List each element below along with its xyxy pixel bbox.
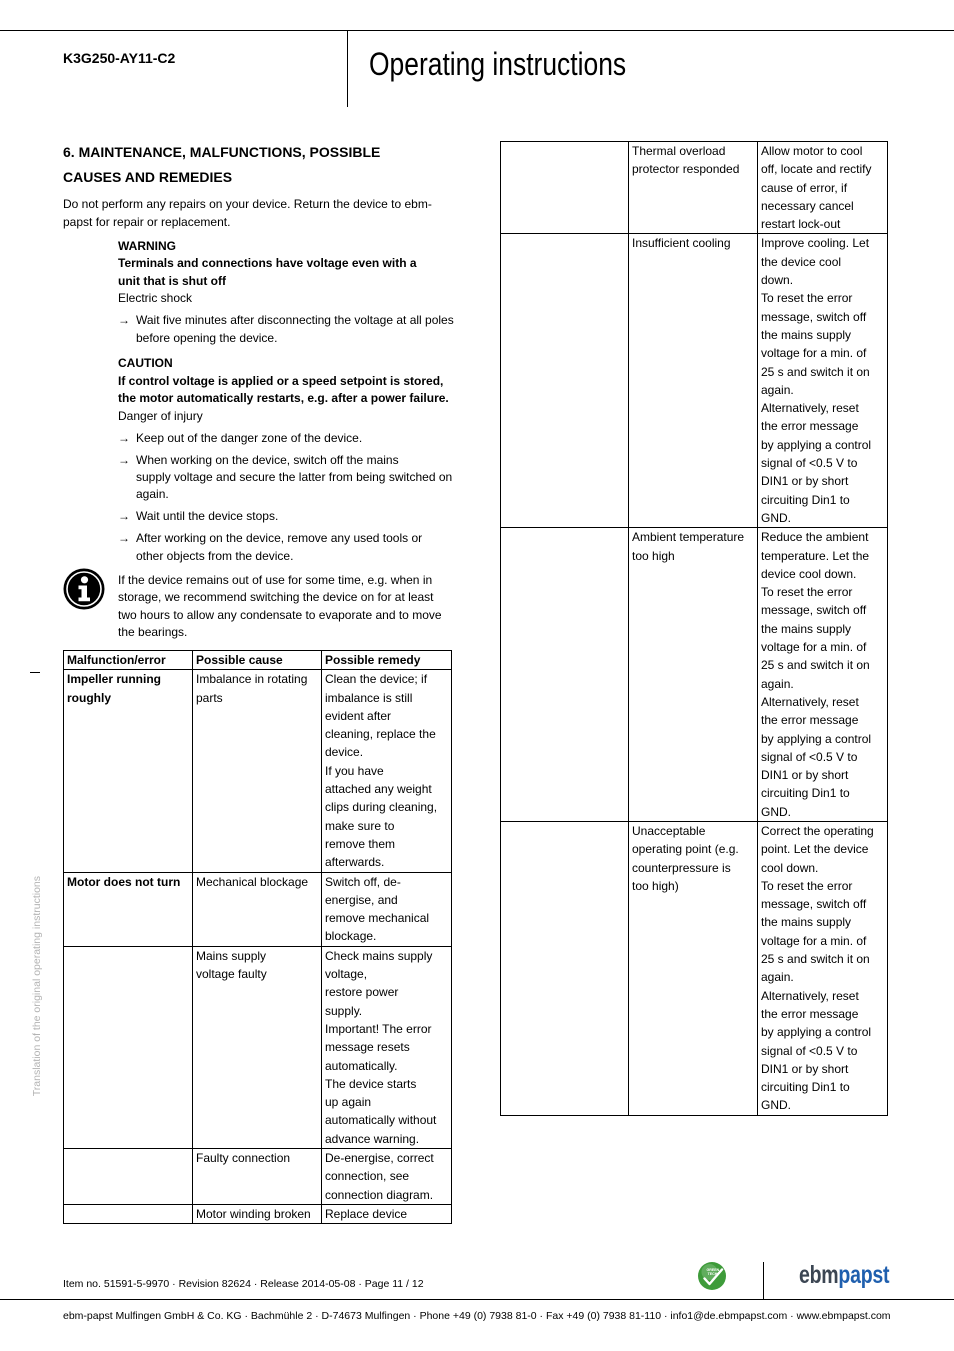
table-row — [64, 1204, 452, 1223]
translation-side-note: Translation of the original operating instructions — [31, 876, 43, 1097]
arrow-bullet-icon: → — [118, 313, 130, 328]
cell-malfunction-empty — [64, 1149, 193, 1205]
cell-malfunction-empty — [501, 142, 629, 234]
green-tech-text-line1: GREEN — [706, 1268, 720, 1273]
action-text: Wait until the device stops. — [136, 509, 279, 524]
caution-action — [118, 530, 463, 565]
document-title: Operating instructions — [369, 46, 627, 82]
arrow-bullet-icon: → — [118, 509, 130, 524]
company-info: ebm-papst Mulfingen GmbH & Co. KG · Bachmühle 2 · D-74673 Mulfingen · Phone +49 (0) 7938 81-0 · Fax +49 (0) 7938 81-110 · info1@de.ebmpapst.com · www.ebmpapst.com — [63, 1310, 891, 1322]
caution-block — [118, 355, 463, 565]
table-row — [64, 872, 452, 946]
info-icon — [63, 568, 105, 610]
arrow-bullet-icon: → — [118, 531, 130, 546]
column-header-remedy: Possible remedy — [322, 651, 452, 670]
document-info: Item no. 51591-5-9970 · Revision 82624 · Release 2014-05-08 · Page 11 / 12 — [63, 1278, 424, 1290]
malfunction-table-part-2 — [500, 141, 888, 1116]
action-text: Keep out of the danger zone of the device. — [136, 430, 363, 445]
header-divider — [347, 30, 348, 107]
table-row — [64, 1149, 452, 1205]
green-tech-text-line2: TECH — [707, 1272, 718, 1277]
intro-paragraph: Do not perform any repairs on your device. Return the device to ebm- papst for repair or replacement. — [63, 197, 432, 229]
cell-malfunction-empty — [501, 821, 629, 1115]
warning-action — [118, 312, 463, 347]
cell-cause: Unacceptable operating point (e.g. counterpressure is too high) — [629, 821, 758, 1115]
caution-statement: If control voltage is applied or a speed setpoint is stored, the motor automatically restarts, e.g. after a power failure. — [118, 373, 449, 406]
table-row — [501, 234, 888, 528]
cell-malfunction-empty — [64, 946, 193, 1148]
cell-remedy: Replace device — [322, 1204, 452, 1223]
cell-malfunction-empty — [64, 1204, 193, 1223]
caution-action — [118, 508, 463, 525]
warning-hazard: Electric shock — [118, 291, 193, 306]
safety-notices — [118, 238, 463, 565]
cell-malfunction-empty — [501, 234, 629, 528]
cell-remedy: Check mains supply voltage, restore power supply. Important! The error message resets automatically. The device starts up again automatically without advance warning. — [322, 946, 452, 1148]
cell-cause: Thermal overload protector responded — [629, 142, 758, 234]
caution-action — [118, 452, 463, 504]
cell-malfunction: Impeller running roughly — [64, 670, 193, 872]
arrow-bullet-icon: → — [118, 452, 130, 467]
model-number: K3G250-AY11-C2 — [63, 50, 176, 66]
cell-remedy: Clean the device; if imbalance is still evident after cleaning, replace the device. If you have attached any weight clips during cleaning, make sure to remove them afterwards. — [322, 670, 452, 872]
ebmpapst-logo — [799, 1261, 889, 1289]
cell-cause: Mains supply voltage faulty — [193, 946, 322, 1148]
arrow-bullet-icon: → — [118, 430, 130, 445]
warning-label: WARNING — [118, 239, 176, 253]
cell-remedy: Reduce the ambient temperature. Let the device cool down. To reset the error message, switch off the mains supply voltage for a min. of 25 s and switch it on again. Alternatively, reset the error message by applying a control signal of <0.5 V to DIN1 or by short circuiting Din1 to GND. — [758, 528, 888, 822]
table-row — [501, 528, 888, 822]
action-text: Wait five minutes after disconnecting the voltage at all poles before opening the device. — [136, 313, 454, 345]
header-rule — [0, 30, 954, 31]
warning-block — [118, 238, 463, 347]
logo-text-papst: papst — [838, 1261, 890, 1289]
cell-cause: Motor winding broken — [193, 1204, 322, 1223]
cell-cause: Ambient temperature too high — [629, 528, 758, 822]
table-row — [64, 946, 452, 1148]
logo-divider — [763, 1262, 764, 1300]
caution-action — [118, 430, 463, 447]
action-text: After working on the device, remove any used tools or other objects from the device. — [136, 531, 423, 563]
cell-cause: Faulty connection — [193, 1149, 322, 1205]
info-note: If the device remains out of use for some time, e.g. when in storage, we recommend switching the device on for at least two hours to allow any condensate to evaporate and to move the bearings. — [118, 573, 442, 640]
table-row — [501, 142, 888, 234]
malfunction-table-part-1 — [63, 650, 452, 1224]
cell-cause: Insufficient cooling — [629, 234, 758, 528]
column-header-cause: Possible cause — [193, 651, 322, 670]
cell-remedy: Switch off, de- energise, and remove mechanical blockage. — [322, 872, 452, 946]
caution-hazard: Danger of injury — [118, 408, 203, 423]
cell-remedy: Allow motor to cool off, locate and rectify cause of error, if necessary cancel restart lock-out — [758, 142, 888, 234]
cell-remedy: De-energise, correct connection, see connection diagram. — [322, 1149, 452, 1205]
action-text: When working on the device, switch off the mains supply voltage and secure the latter from being switched on again. — [136, 452, 453, 502]
footer-rule — [0, 1299, 954, 1300]
cell-cause: Mechanical blockage — [193, 872, 322, 946]
section-heading: 6. MAINTENANCE, MALFUNCTIONS, POSSIBLE CAUSES AND REMEDIES — [63, 144, 381, 185]
cell-cause: Imbalance in rotating parts — [193, 670, 322, 872]
logo-text-ebm: ebm — [799, 1261, 839, 1289]
table-row — [501, 821, 888, 1115]
cell-remedy: Improve cooling. Let the device cool down. To reset the error message, switch off the mains supply voltage for a min. of 25 s and switch it on again. Alternatively, reset the error message by applying a control signal of <0.5 V to DIN1 or by short circuiting Din1 to GND. — [758, 234, 888, 528]
fold-mark — [30, 672, 40, 673]
table-row — [64, 670, 452, 872]
column-header-malfunction: Malfunction/error — [64, 651, 193, 670]
green-tech-logo — [697, 1261, 727, 1291]
cell-malfunction: Motor does not turn — [64, 872, 193, 946]
cell-malfunction-empty — [501, 528, 629, 822]
cell-remedy: Correct the operating point. Let the device cool down. To reset the error message, switch off the mains supply voltage for a min. of 25 s and switch it on again. Alternatively, reset the error message by applying a control signal of <0.5 V to DIN1 or by short circuiting Din1 to GND. — [758, 821, 888, 1115]
table-header-row — [64, 651, 452, 670]
warning-statement: Terminals and connections have voltage even with a unit that is shut off — [118, 256, 417, 288]
caution-label: CAUTION — [118, 356, 173, 371]
